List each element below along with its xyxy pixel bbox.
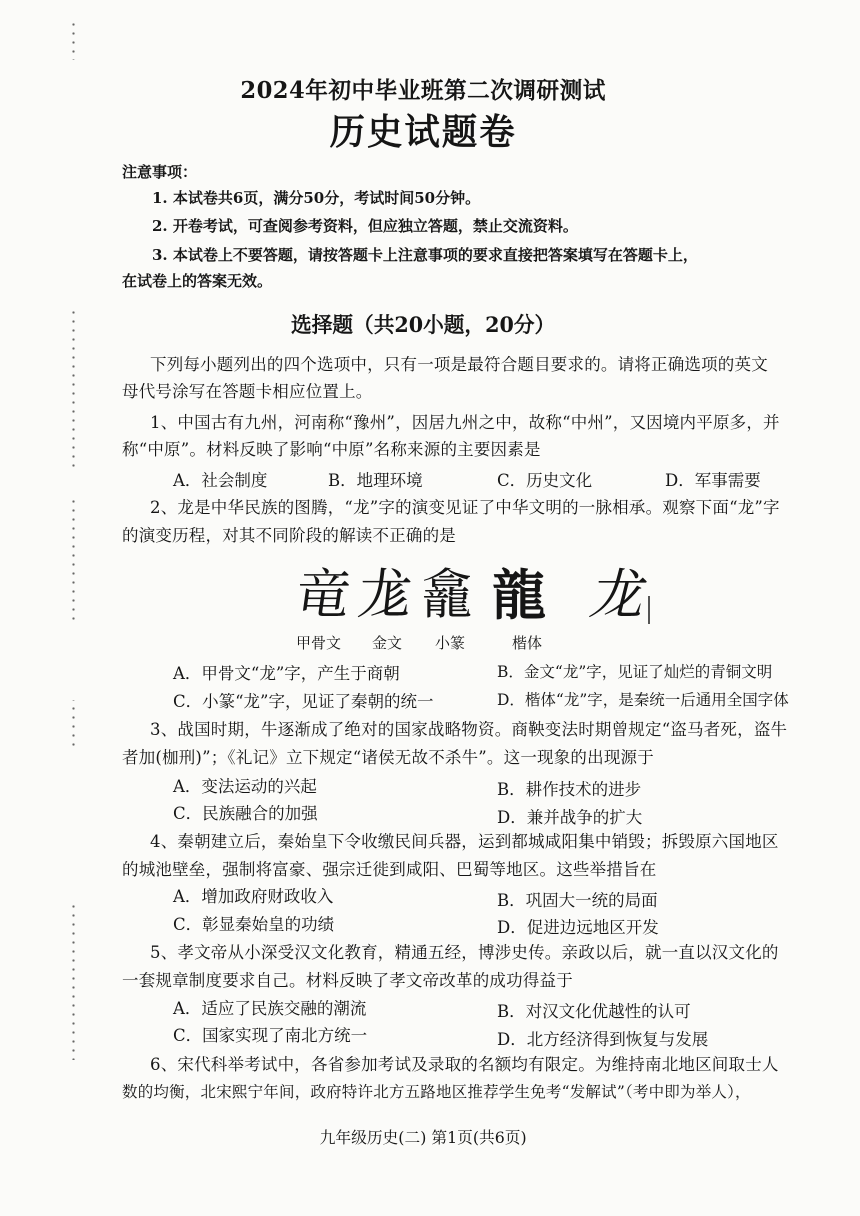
question-stem: 6、宋代科举考试中，各省参加考试及录取的名额均有限定。为维持南北地区间取士人	[150, 1055, 779, 1074]
answer-option: C．民族融合的加强	[173, 804, 318, 823]
binding-margin-gap	[66, 470, 82, 500]
regular-script-dragon-glyph: 龍	[492, 563, 546, 627]
simplified-dragon-glyph: 龙	[588, 563, 642, 626]
question-stem: 称“中原”。材料反映了影响“中原”名称来源的主要因素是	[122, 440, 541, 459]
answer-option: D．促进边远地区开发	[497, 918, 659, 937]
question-stem: 3、战国时期，牛逐渐成了绝对的国家战略物资。商鞅变法时期曾规定“盗马者死，盗牛	[150, 720, 788, 739]
note-item: 2. 开卷考试，可查阅参考资料，但应独立答题，禁止交流资料。	[152, 217, 578, 235]
small-seal-dragon-glyph: 龕	[421, 563, 473, 626]
answer-option: C．历史文化	[497, 471, 593, 490]
glyph-label: 金文	[372, 634, 403, 652]
answer-option: D．兼并战争的扩大	[497, 808, 643, 827]
question-stem: 的城池壁垒，强制将富豪、强宗迁徙到咸阳、巴蜀等地区。这些举措旨在	[122, 860, 657, 879]
answer-option: A．增加政府财政收入	[173, 887, 334, 906]
answer-option: A．变法运动的兴起	[173, 777, 317, 796]
answer-option: B．地理环境	[328, 471, 423, 490]
bronze-script-dragon-glyph: 尨	[354, 563, 416, 626]
question-stem: 的演变历程，对其不同阶段的解读不正确的是	[122, 526, 456, 545]
glyph-label: 甲骨文	[296, 634, 342, 652]
answer-option: D．楷体“龙”字，是秦统一后通用全国字体	[497, 691, 789, 709]
answer-option: C．彰显秦始皇的功绩	[173, 915, 335, 934]
paper-title: 历史试题卷	[329, 111, 517, 153]
answer-option: B．巩固大一统的局面	[497, 891, 658, 910]
answer-option: C．小篆“龙”字，见证了秦朝的统一	[173, 692, 434, 711]
section-instructions: 下列每小题列出的四个选项中，只有一项是最符合题目要求的。请将正确选项的英文	[150, 355, 768, 374]
dragon-character-evolution-image	[291, 560, 666, 632]
question-stem: 1、中国古有九州，河南称“豫州”，因居九州之中，故称“中州”，又因境内平原多，并	[150, 413, 780, 432]
question-stem: 一套规章制度要求自己。材料反映了孝文帝改革的成功得益于	[122, 971, 573, 990]
question-stem: 者加(枷刑)”；《礼记》立下规定“诸侯无故不杀牛”。这一现象的出现源于	[122, 748, 654, 767]
section-title: 选择题（共20小题，20分）	[291, 312, 556, 337]
note-item: 1. 本试卷共6页，满分50分，考试时间50分钟。	[152, 189, 481, 207]
answer-option: A．适应了民族交融的潮流	[173, 999, 367, 1018]
question-stem: 4、秦朝建立后，秦始皇下令收缴民间兵器，运到都城咸阳集中销毁；拆毁原六国地区	[150, 832, 779, 851]
scan-mark	[648, 596, 650, 624]
answer-option: B．对汉文化优越性的认可	[497, 1002, 691, 1021]
section-instructions: 母代号涂写在答题卡相应位置上。	[122, 382, 373, 401]
page-footer: 九年级历史(二) 第1页(共6页)	[319, 1128, 527, 1147]
answer-option: D．北方经济得到恢复与发展	[497, 1030, 709, 1049]
answer-option: B．耕作技术的进步	[497, 780, 642, 799]
exam-title: 2024年初中毕业班第二次调研测试	[240, 77, 606, 104]
binding-margin-gap	[66, 620, 82, 700]
answer-option: C．国家实现了南北方统一	[173, 1026, 368, 1045]
note-item: 在试卷上的答案无效。	[122, 272, 273, 290]
question-stem: 2、龙是中华民族的图腾，“龙”字的演变见证了中华文明的一脉相承。观察下面“龙”字	[150, 498, 780, 517]
answer-option: A．甲骨文“龙”字，产生于商朝	[173, 664, 400, 683]
question-stem: 5、孝文帝从小深受汉文化教育，精通五经，博涉史传。亲政以后，就一直以汉文化的	[150, 943, 779, 962]
binding-margin-gap	[66, 750, 82, 900]
question-stem: 数的均衡，北宋熙宁年间，政府特许北方五路地区推荐学生免考“发解试”（考中即为举人），	[122, 1083, 751, 1101]
answer-option: D．军事需要	[665, 471, 761, 490]
notes-heading: 注意事项：	[122, 163, 198, 181]
glyph-label: 楷体	[512, 634, 543, 652]
glyph-label: 小篆	[435, 634, 466, 652]
note-item: 3. 本试卷上不要答题，请按答题卡上注意事项的要求直接把答案填写在答题卡上，	[152, 246, 698, 264]
answer-option: A．社会制度	[173, 471, 268, 490]
answer-option: B．金文“龙”字，见证了灿烂的青铜文明	[497, 663, 773, 681]
oracle-bone-dragon-glyph: 竜	[291, 563, 355, 626]
